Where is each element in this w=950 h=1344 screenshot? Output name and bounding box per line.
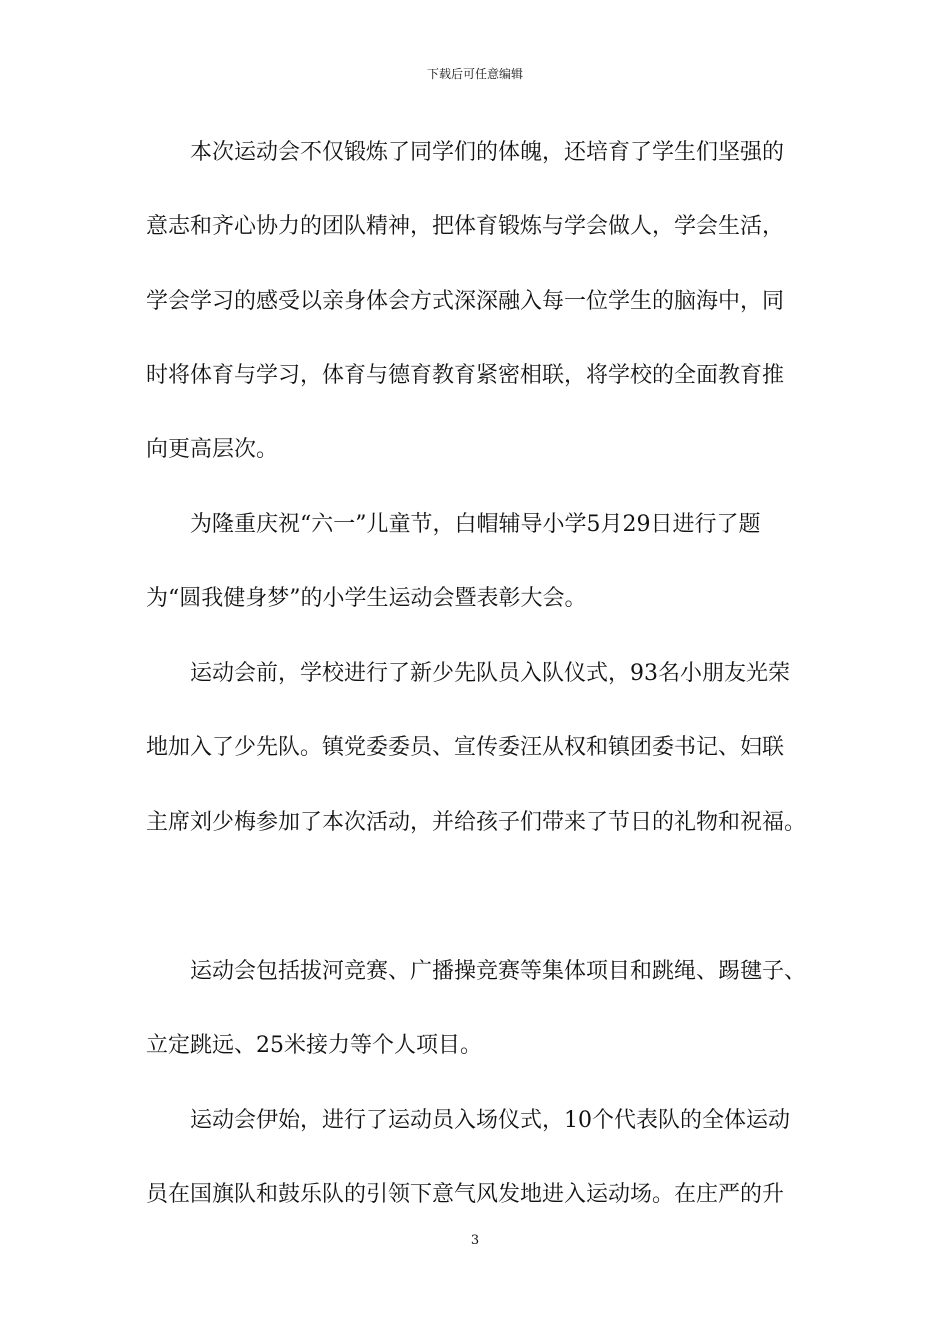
page-number: 3 xyxy=(470,1233,480,1248)
text-line: 为“圆我健身梦”的小学生运动会暨表彰大会。 xyxy=(146,586,587,611)
page-header: 下载后可任意编辑 xyxy=(426,67,523,81)
text-line: 运动会前，学校进行了新少先队员入队仪式，93名小朋友光荣 xyxy=(190,661,790,686)
text-line: 意志和齐心协力的团队精神，把体育锻炼与学会做人，学会生活， xyxy=(146,214,785,239)
text-line: 时将体育与学习，体育与德育教育紧密相联，将学校的全面教育推 xyxy=(146,363,785,388)
text-line: 立定跳远、25米接力等个人项目。 xyxy=(146,1033,482,1058)
text-line: 运动会伊始，进行了运动员入场仪式，10个代表队的全体运动 xyxy=(190,1108,790,1133)
text-line: 主席刘少梅参加了本次活动，并给孩子们带来了节日的礼物和祝福。 xyxy=(146,810,807,835)
text-line: 向更高层次。 xyxy=(146,437,279,462)
text-line: 地加入了少先队。镇党委委员、宣传委汪从权和镇团委书记、妇联 xyxy=(146,735,785,760)
text-line: 为隆重庆祝“六一”儿童节，白帽辅导小学5月29日进行了题 xyxy=(190,512,761,537)
text-line: 员在国旗队和鼓乐队的引领下意气风发地进入运动场。在庄严的升 xyxy=(146,1182,785,1207)
text-line: 本次运动会不仅锻炼了同学们的体魄，还培育了学生们坚强的 xyxy=(190,140,785,165)
text-line: 运动会包括拔河竞赛、广播操竞赛等集体项目和跳绳、踢毽子、 xyxy=(190,959,807,984)
text-line: 学会学习的感受以亲身体会方式深深融入每一位学生的脑海中，同 xyxy=(146,289,785,314)
